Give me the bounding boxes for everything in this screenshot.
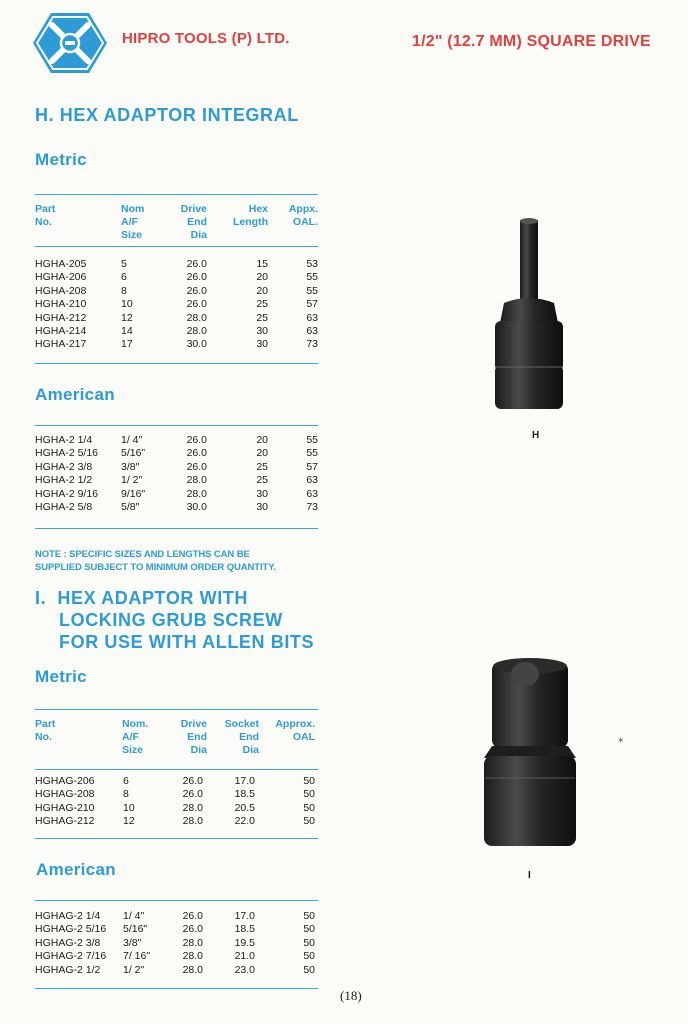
part-number: HGHAG-210 bbox=[35, 801, 95, 814]
divider bbox=[35, 769, 318, 770]
table-cell: 14 bbox=[121, 324, 133, 337]
table-row bbox=[35, 802, 318, 815]
table-row bbox=[35, 312, 318, 325]
table-cell: 26.0 bbox=[182, 775, 203, 787]
table-row bbox=[35, 488, 318, 501]
table-cell: 23.0 bbox=[234, 963, 255, 976]
table-cell: 30.0 bbox=[186, 338, 207, 351]
part-number: HGHA-212 bbox=[35, 311, 87, 324]
divider bbox=[35, 194, 318, 195]
table-body bbox=[35, 258, 318, 352]
table-row bbox=[35, 271, 318, 284]
col-header-drive: Drive End Dia bbox=[180, 718, 207, 756]
table-cell: 20 bbox=[256, 434, 268, 446]
part-number: HGHAG-206 bbox=[35, 775, 95, 787]
part-number: HGHA-208 bbox=[35, 284, 87, 297]
table-cell: 50 bbox=[303, 788, 315, 801]
col-header-oal: Appx. OAL. bbox=[288, 203, 318, 228]
table-cell: 9/16" bbox=[121, 487, 146, 500]
table-cell: 18.5 bbox=[234, 788, 255, 801]
table-cell: 28.0 bbox=[182, 801, 203, 814]
table-cell: 5/16" bbox=[123, 923, 148, 936]
table-cell: 8 bbox=[121, 284, 127, 297]
table-cell: 55 bbox=[306, 271, 318, 284]
table-cell: 63 bbox=[306, 487, 318, 500]
table-cell: 7/ 16" bbox=[123, 950, 151, 963]
table-cell: 26.0 bbox=[186, 298, 207, 311]
table-cell: 5/16" bbox=[121, 447, 146, 460]
table-cell: 26.0 bbox=[186, 460, 207, 473]
table-header bbox=[35, 203, 318, 243]
table-cell: 50 bbox=[303, 936, 315, 949]
table-cell: 1/ 2" bbox=[123, 963, 145, 976]
part-number: HGHAG-2 1/4 bbox=[35, 910, 101, 922]
part-number: HGHAG-2 7/16 bbox=[35, 950, 107, 963]
table-cell: 63 bbox=[306, 324, 318, 337]
table-row bbox=[35, 964, 318, 977]
table-cell: 50 bbox=[303, 801, 315, 814]
table-cell: 20 bbox=[256, 447, 268, 460]
table-cell: 28.0 bbox=[182, 963, 203, 976]
table-cell: 30 bbox=[256, 324, 268, 337]
table-cell: 57 bbox=[306, 460, 318, 473]
table-cell: 30.0 bbox=[186, 500, 207, 513]
col-header-drive: Drive End Dia bbox=[180, 203, 207, 241]
table-body bbox=[35, 775, 318, 829]
table-cell: 28.0 bbox=[182, 815, 203, 828]
part-number: HGHA-205 bbox=[35, 258, 87, 270]
table-cell: 18.5 bbox=[234, 923, 255, 936]
table-row bbox=[35, 447, 318, 460]
section-h-american-label: American bbox=[35, 385, 115, 404]
part-number: HGHAG-2 5/16 bbox=[35, 923, 107, 936]
table-cell: 73 bbox=[306, 338, 318, 351]
part-number: HGHA-2 9/16 bbox=[35, 487, 99, 500]
title-line: I. HEX ADAPTOR WITH bbox=[35, 588, 249, 608]
table-cell: 55 bbox=[306, 434, 318, 446]
table-body bbox=[35, 910, 318, 977]
table-cell: 12 bbox=[121, 311, 133, 324]
divider bbox=[35, 425, 318, 426]
col-header-socket: Socket End Dia bbox=[224, 718, 259, 756]
image-caption-i: I bbox=[528, 870, 531, 881]
table-cell: 25 bbox=[256, 474, 268, 487]
table-body bbox=[35, 434, 318, 514]
page-number: (18) bbox=[340, 988, 362, 1003]
note-line: NOTE : SPECIFIC SIZES AND LENGTHS CAN BE bbox=[35, 549, 250, 560]
table-cell: 26.0 bbox=[186, 434, 207, 446]
table-cell: 26.0 bbox=[182, 910, 203, 922]
part-number: HGHAG-208 bbox=[35, 788, 95, 801]
table-cell: 22.0 bbox=[234, 815, 255, 828]
divider bbox=[35, 900, 318, 901]
table-row bbox=[35, 325, 318, 338]
note bbox=[35, 548, 276, 574]
table-cell: 50 bbox=[303, 815, 315, 828]
part-number: HGHA-2 1/4 bbox=[35, 434, 93, 446]
table-row bbox=[35, 775, 318, 788]
table-cell: 53 bbox=[306, 258, 318, 270]
table-cell: 55 bbox=[306, 447, 318, 460]
part-number: HGHA-2 3/8 bbox=[35, 460, 93, 473]
table-cell: 28.0 bbox=[186, 311, 207, 324]
table-cell: 50 bbox=[303, 950, 315, 963]
part-number: HGHAG-212 bbox=[35, 815, 95, 828]
table-cell: 26.0 bbox=[182, 923, 203, 936]
table-cell: 15 bbox=[256, 258, 268, 270]
table-cell: 26.0 bbox=[186, 284, 207, 297]
table-cell: 50 bbox=[303, 910, 315, 922]
table-cell: 5/8" bbox=[121, 500, 140, 513]
col-header-part: Part No. bbox=[35, 203, 56, 228]
table-cell: 3/8" bbox=[121, 460, 140, 473]
title-line: LOCKING GRUB SCREW bbox=[59, 610, 283, 630]
table-row bbox=[35, 950, 318, 963]
table-cell: 50 bbox=[303, 775, 315, 787]
section-i-american-label: American bbox=[36, 860, 116, 879]
table-cell: 20 bbox=[256, 271, 268, 284]
part-number: HGHAG-2 1/2 bbox=[35, 963, 101, 976]
table-cell: 28.0 bbox=[186, 324, 207, 337]
scan-mark: ⁎ bbox=[618, 733, 624, 745]
table-cell: 1/ 4" bbox=[121, 434, 143, 446]
hex-adaptor-grub-screw-image bbox=[480, 650, 590, 850]
table-cell: 63 bbox=[306, 311, 318, 324]
section-i-metric-label: Metric bbox=[35, 667, 87, 686]
table-cell: 30 bbox=[256, 487, 268, 500]
table-cell: 10 bbox=[121, 298, 133, 311]
table-row bbox=[35, 474, 318, 487]
part-number: HGHA-206 bbox=[35, 271, 87, 284]
table-cell: 26.0 bbox=[182, 788, 203, 801]
table-cell: 28.0 bbox=[186, 487, 207, 500]
table-row bbox=[35, 501, 318, 514]
table-cell: 5 bbox=[121, 258, 127, 270]
table-cell: 6 bbox=[123, 775, 129, 787]
table-cell: 25 bbox=[256, 460, 268, 473]
table-cell: 25 bbox=[256, 311, 268, 324]
table-cell: 20.5 bbox=[234, 801, 255, 814]
drive-size-heading: 1/2" (12.7 MM) SQUARE DRIVE bbox=[412, 33, 651, 50]
table-cell: 50 bbox=[303, 963, 315, 976]
section-h-title: H. HEX ADAPTOR INTEGRAL bbox=[35, 105, 299, 125]
table-row bbox=[35, 338, 318, 351]
table-cell: 28.0 bbox=[186, 474, 207, 487]
table-cell: 20 bbox=[256, 284, 268, 297]
table-cell: 30 bbox=[256, 500, 268, 513]
title-line: FOR USE WITH ALLEN BITS bbox=[59, 632, 315, 652]
table-row bbox=[35, 923, 318, 936]
section-i-title bbox=[35, 587, 314, 653]
table-cell: 8 bbox=[123, 788, 129, 801]
table-cell: 6 bbox=[121, 271, 127, 284]
table-row bbox=[35, 434, 318, 447]
table-cell: 28.0 bbox=[182, 936, 203, 949]
table-cell: 17 bbox=[121, 338, 133, 351]
table-cell: 25 bbox=[256, 298, 268, 311]
divider bbox=[35, 528, 318, 529]
part-number: HGHA-210 bbox=[35, 298, 87, 311]
company-name: HIPRO TOOLS (P) LTD. bbox=[122, 30, 290, 47]
table-cell: 1/ 2" bbox=[121, 474, 143, 487]
table-row bbox=[35, 937, 318, 950]
table-row bbox=[35, 815, 318, 828]
table-header bbox=[35, 718, 318, 758]
col-header-oal: Approx. OAL bbox=[275, 718, 315, 743]
part-number: HGHA-214 bbox=[35, 324, 87, 337]
table-cell: 21.0 bbox=[234, 950, 255, 963]
divider bbox=[35, 246, 318, 247]
part-number: HGHA-2 1/2 bbox=[35, 474, 93, 487]
divider bbox=[35, 363, 318, 364]
col-header-hex: Hex Length bbox=[233, 203, 268, 228]
part-number: HGHA-2 5/16 bbox=[35, 447, 99, 460]
divider bbox=[35, 838, 318, 839]
section-h-metric-label: Metric bbox=[35, 150, 87, 169]
part-number: HGHA-217 bbox=[35, 338, 87, 351]
table-cell: 1/ 4" bbox=[123, 910, 145, 922]
col-header-part: Part No. bbox=[35, 718, 56, 743]
part-number: HGHAG-2 3/8 bbox=[35, 936, 101, 949]
note-line: SUPPLIED SUBJECT TO MINIMUM ORDER QUANTITY. bbox=[35, 562, 276, 573]
table-cell: 26.0 bbox=[186, 258, 207, 270]
table-row bbox=[35, 910, 318, 923]
table-cell: 17.0 bbox=[234, 775, 255, 787]
image-caption-h: H bbox=[532, 430, 540, 441]
col-header-size: Nom. A/F Size bbox=[122, 718, 149, 756]
table-row bbox=[35, 258, 318, 271]
table-cell: 17.0 bbox=[234, 910, 255, 922]
company-logo bbox=[32, 11, 108, 75]
table-row bbox=[35, 788, 318, 801]
table-cell: 28.0 bbox=[182, 950, 203, 963]
table-cell: 50 bbox=[303, 923, 315, 936]
table-row bbox=[35, 285, 318, 298]
divider bbox=[35, 988, 318, 989]
col-header-size: Nom A/F Size bbox=[121, 203, 145, 241]
table-cell: 57 bbox=[306, 298, 318, 311]
table-cell: 26.0 bbox=[186, 271, 207, 284]
table-cell: 55 bbox=[306, 284, 318, 297]
hex-adaptor-integral-image bbox=[478, 215, 588, 415]
divider bbox=[35, 709, 318, 710]
table-cell: 3/8" bbox=[123, 936, 142, 949]
part-number: HGHA-2 5/8 bbox=[35, 500, 93, 513]
table-row bbox=[35, 461, 318, 474]
table-cell: 12 bbox=[123, 815, 135, 828]
table-cell: 19.5 bbox=[234, 936, 255, 949]
table-cell: 30 bbox=[256, 338, 268, 351]
table-row bbox=[35, 298, 318, 311]
table-cell: 10 bbox=[123, 801, 135, 814]
table-cell: 73 bbox=[306, 500, 318, 513]
table-cell: 26.0 bbox=[186, 447, 207, 460]
table-cell: 63 bbox=[306, 474, 318, 487]
